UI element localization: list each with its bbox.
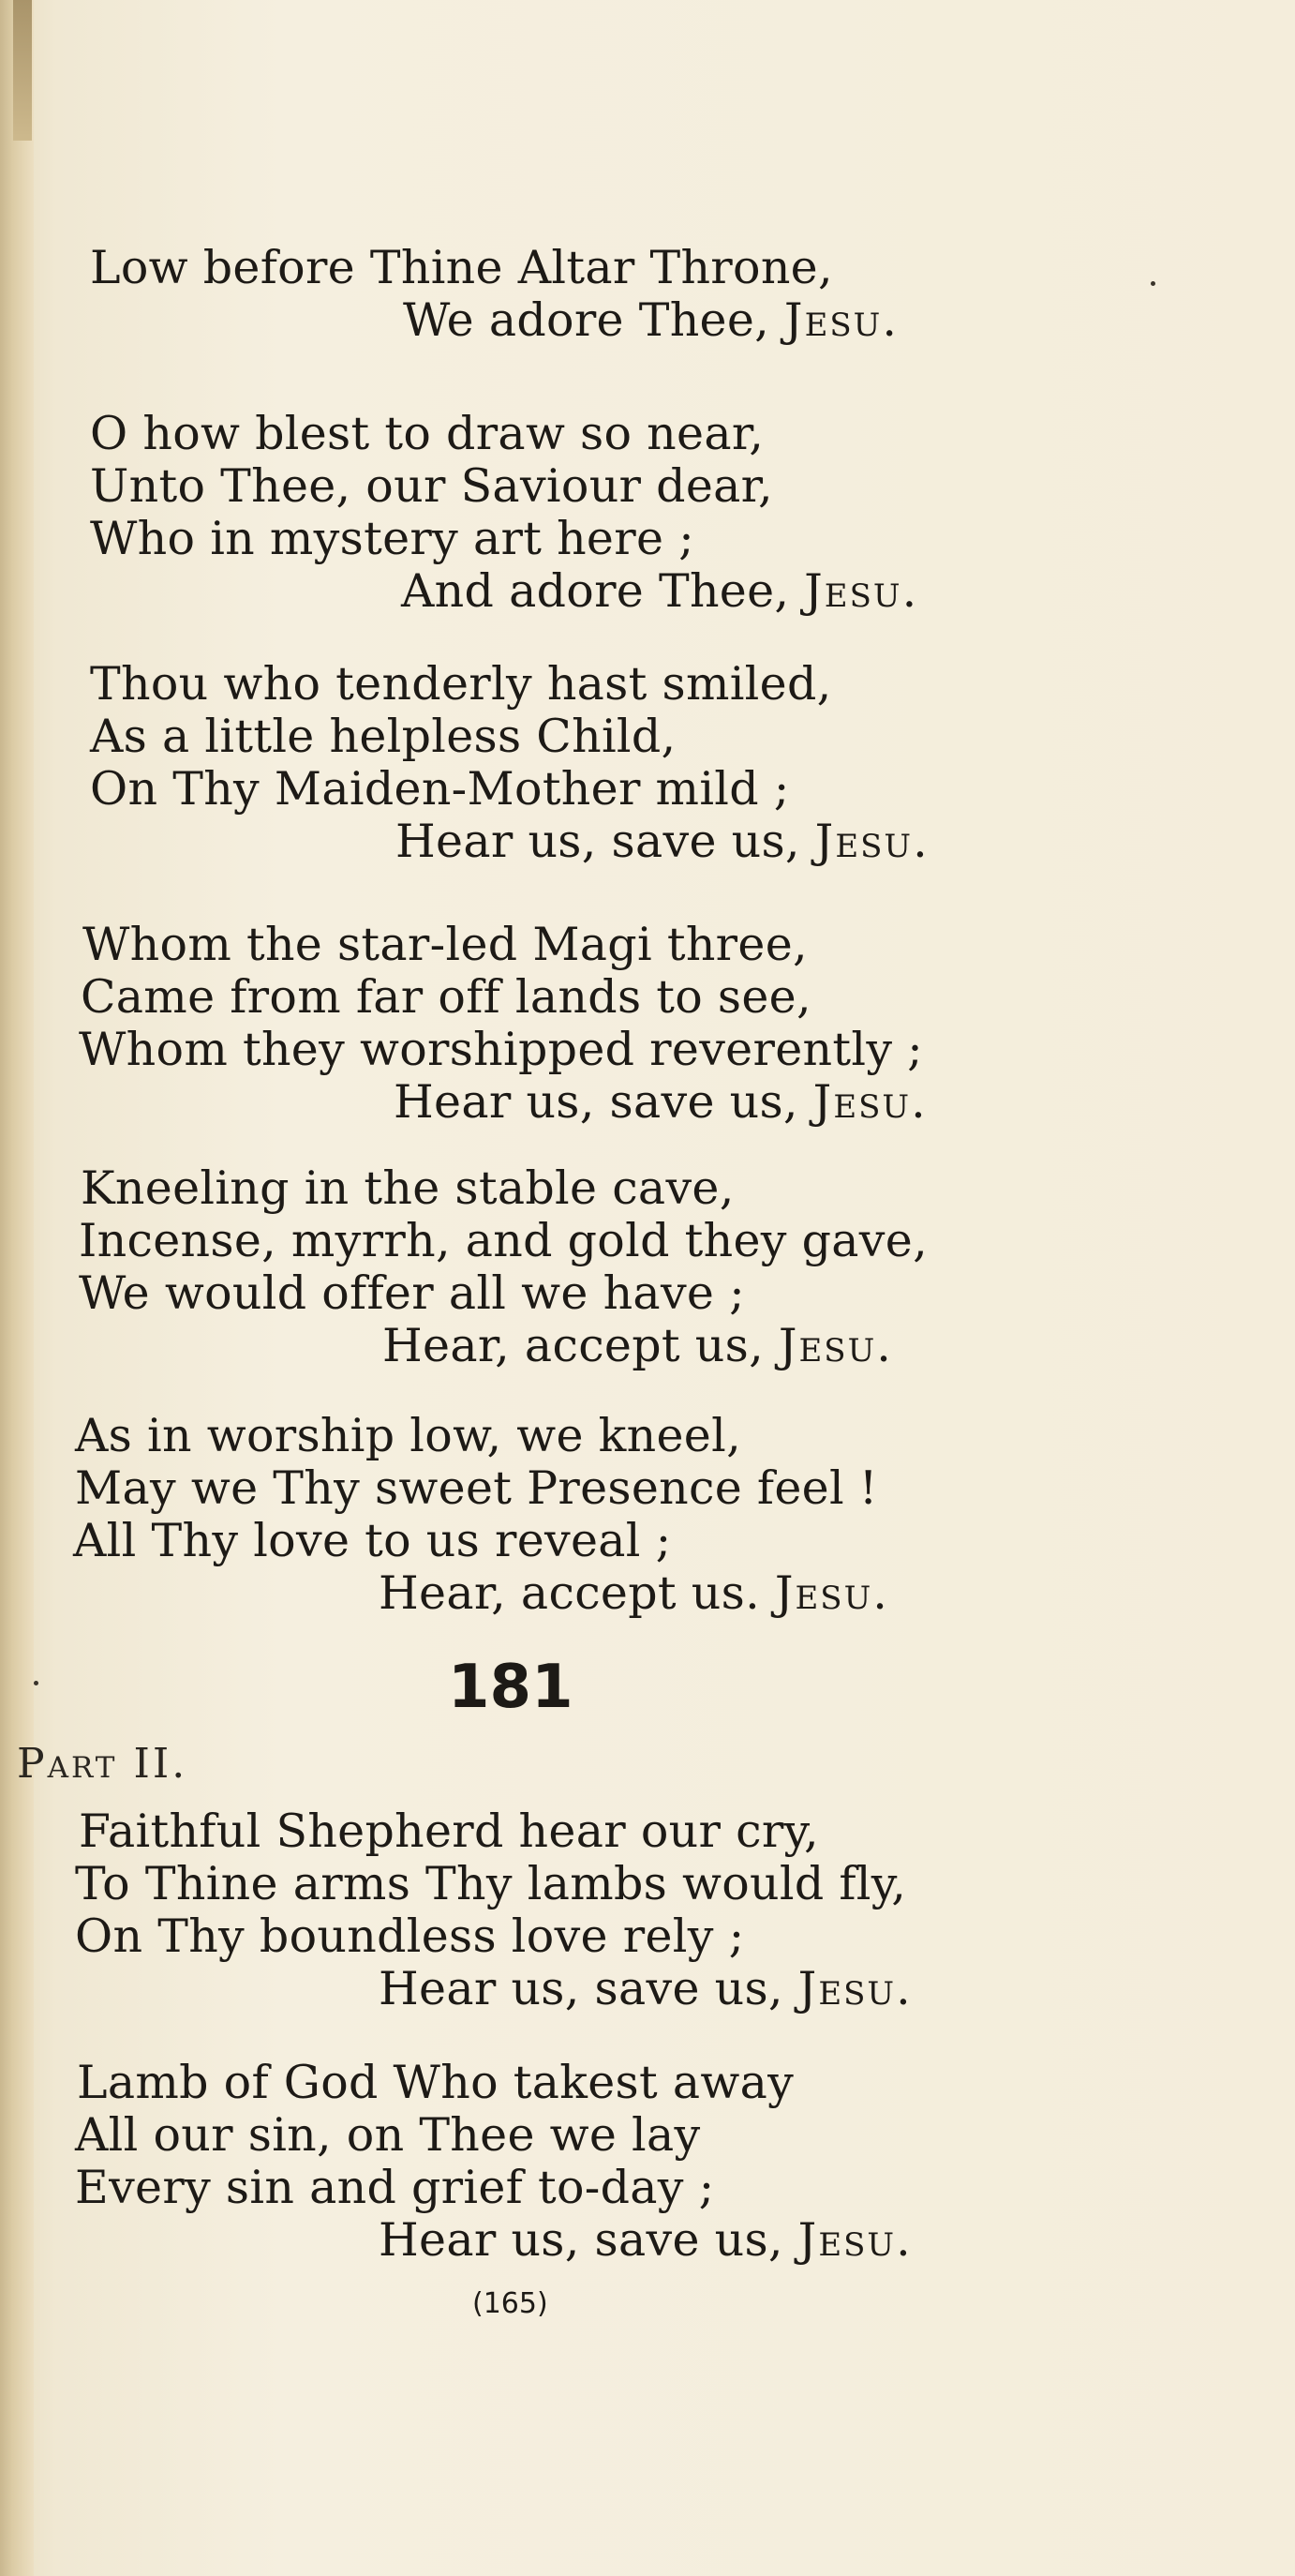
refrain-name: Jesu. <box>812 1075 928 1129</box>
verse-line: Whom the star-led Magi three, <box>82 918 808 971</box>
verse-line: Whom they worshipped reverently ; <box>79 1023 923 1076</box>
refrain-name: Jesu. <box>778 1319 893 1372</box>
book-gutter <box>0 0 34 2576</box>
verse-line: As in worship low, we kneel, <box>75 1409 741 1462</box>
verse-line: All our sin, on Thee we lay <box>75 2108 701 2162</box>
verse-line: Kneeling in the stable cave, <box>81 1161 735 1215</box>
verse-line: Faithful Shepherd hear our cry, <box>79 1805 819 1858</box>
verse-line: On Thy boundless love rely ; <box>75 1910 745 1963</box>
verse-line: Every sin and grief to-day ; <box>75 2161 715 2214</box>
refrain-line: Hear, accept us, Jesu. <box>382 1319 893 1372</box>
verse-line: O how blest to draw so near, <box>90 407 765 460</box>
refrain-line: We adore Thee, Jesu. <box>403 293 899 347</box>
refrain-name: Jesu. <box>797 2213 913 2267</box>
refrain-line: Hear us, save us, Jesu. <box>395 815 930 868</box>
ink-speck <box>1151 281 1155 286</box>
verse-line: Thou who tenderly hast smiled, <box>90 657 832 711</box>
verse-line: Low before Thine Altar Throne, <box>90 241 833 294</box>
refrain-name: Jesu. <box>783 293 899 347</box>
refrain-line: Hear us, save us, Jesu. <box>394 1075 928 1129</box>
verse-line: All Thy love to us reveal ; <box>73 1514 672 1567</box>
verse-line: May we Thy sweet Presence feel ! <box>75 1461 878 1515</box>
verse-line: Came from far off lands to see, <box>81 970 811 1024</box>
refrain-line: Hear us, save us, Jesu. <box>379 1962 913 2015</box>
ink-speck <box>34 1681 38 1685</box>
hymn-number: 181 <box>448 1653 573 1722</box>
verse-line: Unto Thee, our Saviour dear, <box>90 459 773 513</box>
binding-mark <box>13 0 32 141</box>
refrain-name: Jesu. <box>797 1962 913 2015</box>
part-label: Part II. <box>17 1740 188 1788</box>
refrain-line: Hear us, save us, Jesu. <box>379 2213 913 2267</box>
verse-line: Incense, myrrh, and gold they gave, <box>79 1214 928 1267</box>
verse-line: On Thy Maiden-Mother mild ; <box>90 762 790 816</box>
verse-line: Lamb of God Who takest away <box>77 2056 795 2109</box>
refrain-line: Hear, accept us. Jesu. <box>379 1566 889 1620</box>
verse-line: We would offer all we have ; <box>79 1266 745 1320</box>
refrain-name: Jesu. <box>804 564 919 618</box>
refrain-line: And adore Thee, Jesu. <box>401 564 919 618</box>
page-number: (165) <box>472 2287 548 2320</box>
verse-line: To Thine arms Thy lambs would fly, <box>75 1857 907 1910</box>
refrain-name: Jesu. <box>814 815 930 868</box>
refrain-name: Jesu. <box>774 1566 889 1620</box>
verse-line: Who in mystery art here ; <box>90 512 694 565</box>
verse-line: As a little helpless Child, <box>90 710 677 763</box>
